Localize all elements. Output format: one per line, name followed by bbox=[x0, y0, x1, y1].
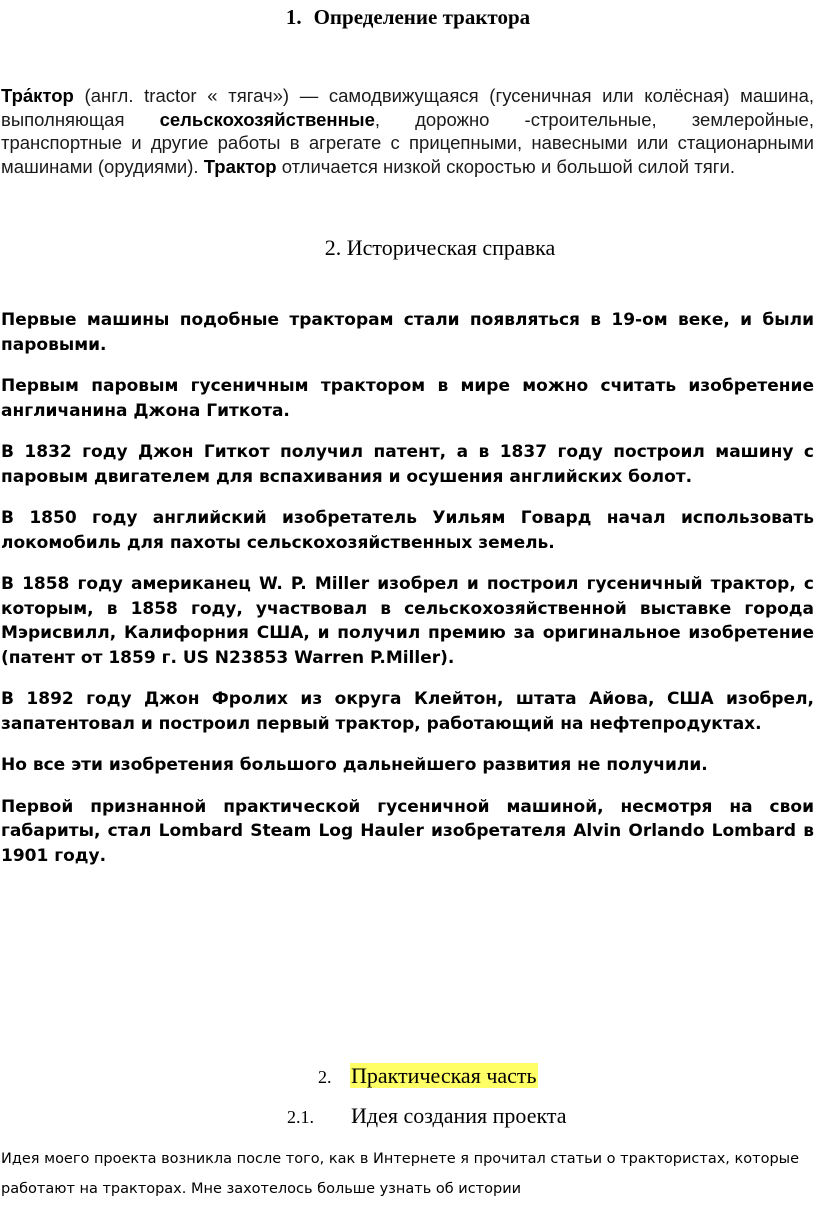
history-paragraph: В 1832 году Джон Гиткот получил патент, а в 1837 году построил машину с паровым двигателем для вспахивания и осушения английских болот. bbox=[1, 442, 814, 487]
definition-text-part1: (англ. tractor « тягач») — самодвижущаяся (гусеничная или колёсная) машина, выполняющая bbox=[1, 85, 814, 130]
history-paragraph: Первым паровым гусеничным трактором в мире можно считать изобретение англичанина Джона Гиткота. bbox=[1, 376, 814, 421]
history-paragraph: Первые машины подобные тракторам стали появляться в 19-ом веке, и были паровыми. bbox=[1, 310, 814, 355]
section-title: Определение трактора bbox=[313, 5, 531, 29]
section-title: Историческая справка bbox=[346, 235, 556, 260]
history-paragraph: В 1858 году американец W. P. Miller изобрел и построил гусеничный трактор, с которым, в 1858 году, участвовал в сельскохозяйственной выставке города Мэрисвилл, Калифорния США, и получил премию за оригинальное изобретение (патент от 1859 г. US N23853 Warren P.Miller). bbox=[1, 574, 814, 668]
section-number: 2. bbox=[324, 235, 342, 260]
definition-paragraph bbox=[1, 84, 814, 178]
term-tractor-2: Трактор bbox=[203, 155, 277, 177]
section-number: 1. bbox=[285, 5, 302, 29]
history-paragraph: В 1850 году английский изобретатель Уильям Говард начал использовать локомобиль для пахоты сельскохозяйственных земель. bbox=[1, 508, 814, 553]
history-section bbox=[1, 308, 814, 885]
section-heading-definition bbox=[0, 4, 816, 30]
section-heading-practical bbox=[318, 1062, 538, 1091]
section-heading-history bbox=[0, 234, 816, 262]
term-agricultural: сельскохозяйственные bbox=[159, 108, 375, 130]
section-number: 2. bbox=[318, 1067, 332, 1087]
term-tractor: Тра́ктор bbox=[1, 85, 74, 106]
subsection-title: Идея создания проекта bbox=[351, 1103, 567, 1128]
history-paragraph: В 1892 году Джон Фролих из округа Клейтон, штата Айова, США изобрел, запатентовал и построил первый трактор, работающий на нефтепродуктах. bbox=[1, 689, 814, 734]
subsection-heading-idea bbox=[287, 1102, 567, 1131]
definition-text-part2: , дорожно -строительные, землеройные, транспортные и другие работы в агрегате с прицепными, навесными или стационарными машинами (орудиями). bbox=[1, 108, 814, 177]
intro-paragraph: Идея моего проекта возникла после того, как в Интернете я прочитал статьи о трактористах, которые работают на тракторах. Мне захотелось больше узнать об истории bbox=[1, 1151, 800, 1197]
subsection-number: 2.1. bbox=[287, 1107, 314, 1127]
highlighted-title: Практическая часть bbox=[351, 1063, 537, 1088]
definition-text-part3: отличается низкой скоростью и большой силой тяги. bbox=[276, 155, 735, 177]
history-paragraph: Но все эти изобретения большого дальнейшего развития не получили. bbox=[1, 755, 708, 775]
history-paragraph: Первой признанной практической гусеничной машиной, несмотря на свои габариты, стал Lombard Steam Log Hauler изобретателя Alvin Orlando Lombard в 1901 году. bbox=[1, 796, 814, 866]
